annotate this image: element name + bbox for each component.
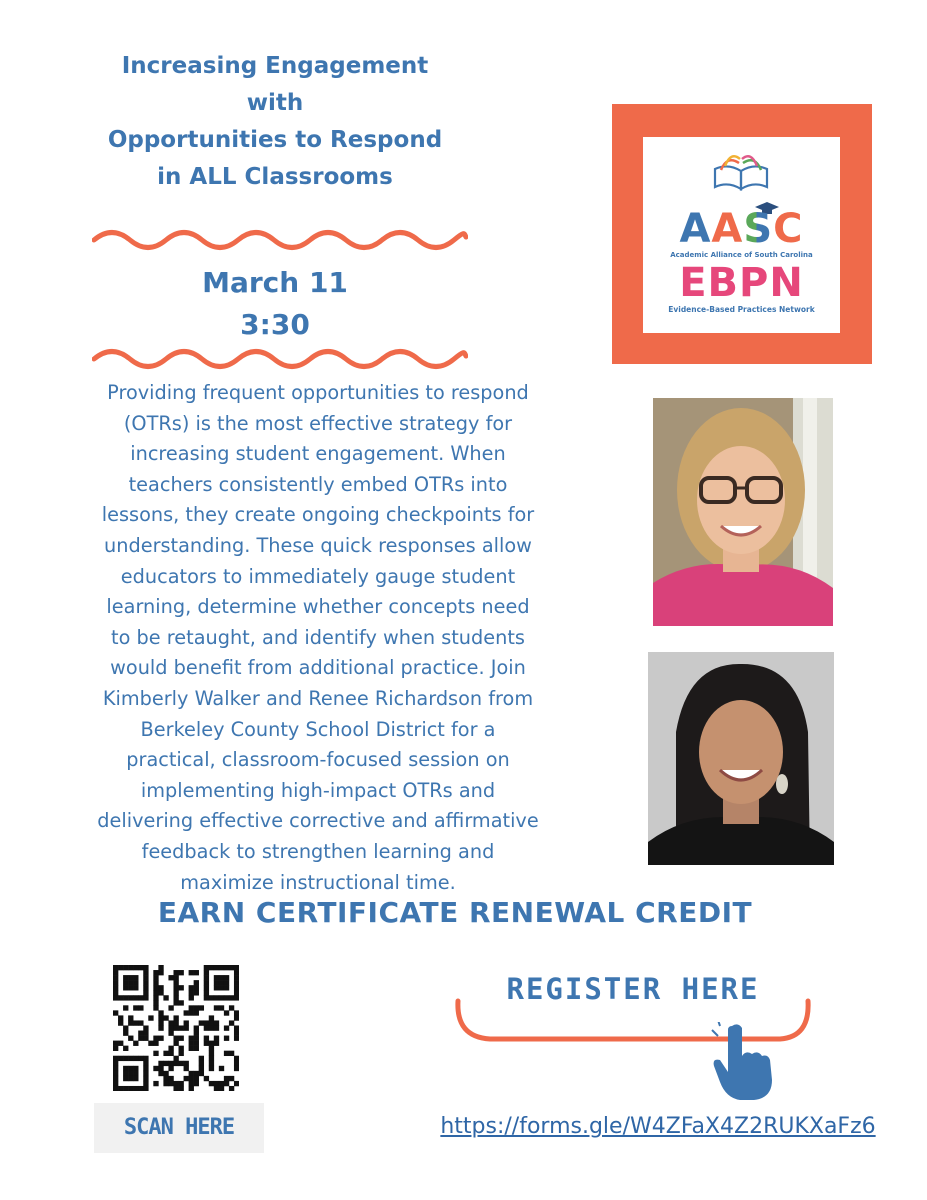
description-line: Kimberly Walker and Renee Richardson from bbox=[102, 686, 534, 710]
wave-divider-top bbox=[92, 229, 468, 251]
event-title bbox=[60, 48, 490, 196]
aasc-text: AASC bbox=[679, 206, 804, 252]
ebpn-subtitle: Evidence-Based Practices Network bbox=[668, 305, 815, 314]
aasc-wordmark bbox=[643, 207, 840, 251]
description-line: to be retaught, and identify when students bbox=[111, 625, 525, 649]
title-line: with bbox=[246, 90, 304, 116]
event-datetime bbox=[100, 262, 450, 346]
wave-divider-bottom bbox=[92, 348, 468, 370]
aasc-subtitle: Academic Alliance of South Carolina bbox=[670, 251, 813, 259]
description-line: understanding. These quick responses allow bbox=[104, 533, 532, 557]
register-here-label[interactable]: REGISTER HERE bbox=[506, 972, 760, 1006]
description-line: increasing student engagement. When bbox=[130, 442, 506, 466]
description-line: (OTRs) is the most effective strategy for bbox=[123, 411, 513, 435]
event-date: March 11 bbox=[202, 266, 348, 299]
description-line: learning, determine whether concepts need bbox=[106, 595, 530, 619]
description-line: practical, classroom-focused session on bbox=[126, 748, 510, 772]
presenter-photo-1 bbox=[653, 398, 833, 626]
description-line: lessons, they create ongoing checkpoints for bbox=[101, 503, 535, 527]
description-line: implementing high-impact OTRs and bbox=[140, 778, 496, 802]
description-line: Providing frequent opportunities to respond bbox=[107, 381, 529, 404]
description-line: educators to immediately gauge student bbox=[120, 564, 516, 588]
organization-logo-frame bbox=[612, 104, 872, 364]
description-line: feedback to strengthen learning and bbox=[141, 839, 495, 863]
presenter-photo-2 bbox=[648, 652, 834, 865]
open-book-icon bbox=[715, 156, 767, 189]
qr-code-icon bbox=[113, 965, 239, 1091]
scan-here-box bbox=[94, 1103, 264, 1153]
event-description bbox=[62, 378, 574, 898]
pointing-hand-icon bbox=[710, 1022, 780, 1102]
scan-here-label: SCAN HERE bbox=[123, 1115, 235, 1140]
event-time: 3:30 bbox=[240, 308, 310, 341]
organization-logo bbox=[643, 137, 840, 333]
title-line: Increasing Engagement bbox=[121, 53, 429, 79]
description-line: would benefit from additional practice. Join bbox=[110, 656, 526, 680]
description-line: teachers consistently embed OTRs into bbox=[128, 472, 508, 496]
title-line: Opportunities to Respond bbox=[107, 127, 443, 153]
description-line: maximize instructional time. bbox=[180, 870, 456, 894]
description-line: Berkeley County School District for a bbox=[140, 717, 496, 741]
ebpn-wordmark: EBPN bbox=[679, 260, 804, 306]
description-line: delivering effective corrective and affirmative bbox=[97, 809, 539, 833]
title-line: in ALL Classrooms bbox=[157, 164, 393, 190]
registration-qr-code[interactable] bbox=[113, 965, 239, 1091]
certificate-credit-heading: EARN CERTIFICATE RENEWAL CREDIT bbox=[157, 896, 753, 929]
registration-link[interactable]: https://forms.gle/W4ZFaX4Z2RUKXaFz6 bbox=[440, 1114, 876, 1139]
